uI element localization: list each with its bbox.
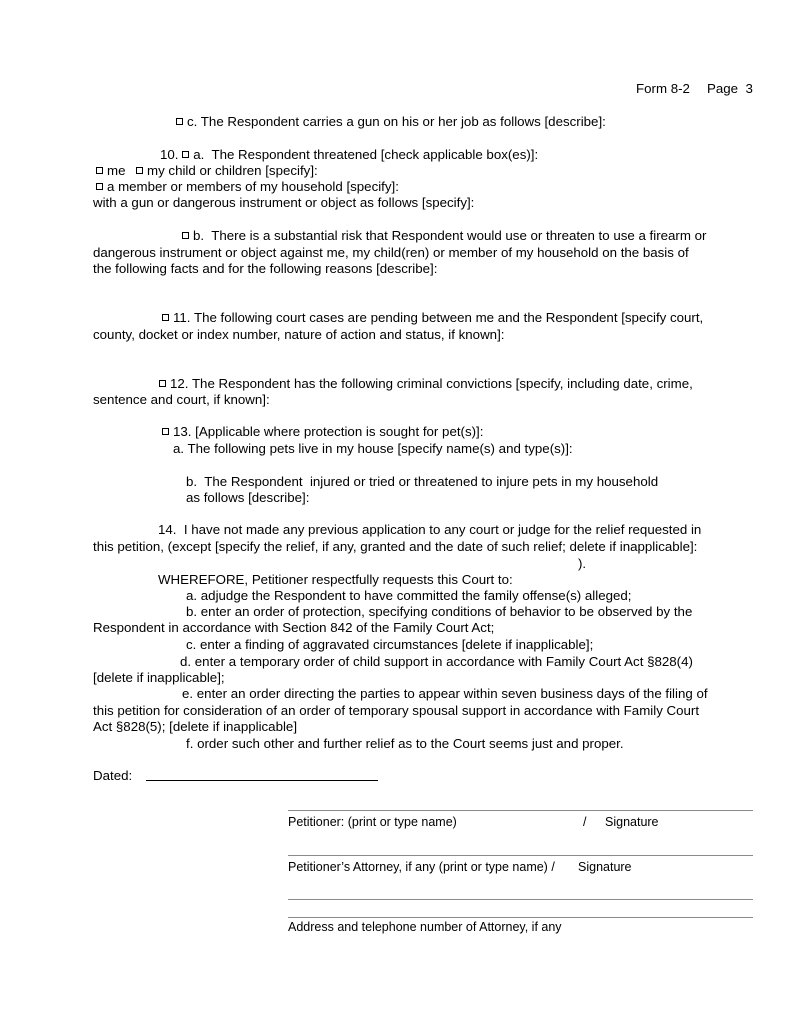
relief-e-line3: Act §828(5); [delete if inapplicable] bbox=[93, 719, 298, 734]
relief-b-line2: Respondent in accordance with Section 842 of the Family Court Act; bbox=[93, 620, 495, 635]
item9c-row bbox=[176, 113, 606, 130]
relief-b-line1: b. enter an order of protection, specifying conditions of behavior to be observed by the bbox=[186, 604, 693, 619]
item10-child-row bbox=[136, 162, 318, 179]
relief-e-line1: e. enter an order directing the parties to appear within seven business days of the filing of bbox=[182, 686, 708, 701]
item12-checkbox[interactable] bbox=[159, 380, 166, 387]
wherefore-intro: WHEREFORE, Petitioner respectfully requests this Court to: bbox=[158, 572, 513, 587]
item13-row bbox=[162, 423, 483, 440]
item10b-line3: the following facts and for the following reasons [describe]: bbox=[93, 261, 438, 276]
item9c-text: c. The Respondent carries a gun on his or her job as follows [describe]: bbox=[187, 114, 606, 129]
form-number: Form 8-2 bbox=[636, 81, 690, 96]
item11-line1: 11. The following court cases are pending between me and the Respondent [specify court, bbox=[173, 310, 704, 325]
relief-a: a. adjudge the Respondent to have committed the family offense(s) alleged; bbox=[186, 588, 632, 603]
petitioner-label: Petitioner: (print or type name) bbox=[288, 815, 457, 829]
relief-d-line2: [delete if inapplicable]; bbox=[93, 670, 225, 685]
petitioner-separator: / bbox=[583, 815, 587, 829]
dated-line[interactable] bbox=[146, 780, 378, 781]
item10a-row bbox=[160, 146, 538, 163]
petitioner-signature-line[interactable] bbox=[288, 810, 753, 811]
item10-with-gun: with a gun or dangerous instrument or object as follows [specify]: bbox=[93, 195, 475, 210]
item10b-checkbox[interactable] bbox=[182, 232, 189, 239]
item11-line2: county, docket or index number, nature of action and status, if known]: bbox=[93, 327, 505, 342]
item10a-text: a. The Respondent threatened [check applicable box(es)]: bbox=[193, 147, 539, 162]
item11-row bbox=[162, 309, 703, 326]
item10-number: 10. bbox=[160, 147, 179, 162]
item13a: a. The following pets live in my house [specify name(s) and type(s)]: bbox=[173, 441, 573, 456]
item10a-checkbox[interactable] bbox=[182, 151, 189, 158]
page-number: Page 3 bbox=[707, 81, 753, 96]
household-checkbox[interactable] bbox=[96, 183, 103, 190]
relief-f: f. order such other and further relief as to the Court seems just and proper. bbox=[186, 736, 624, 751]
item13b-line1: b. The Respondent injured or tried or threatened to injure pets in my household bbox=[186, 474, 659, 489]
item10-household-row bbox=[96, 178, 399, 195]
household-label: a member or members of my household [specify]: bbox=[107, 179, 399, 194]
relief-d-line1: d. enter a temporary order of child support in accordance with Family Court Act §828(4) bbox=[180, 654, 693, 669]
address-label: Address and telephone number of Attorney, if any bbox=[288, 920, 562, 934]
petitioner-signature-label: Signature bbox=[605, 815, 659, 829]
item11-checkbox[interactable] bbox=[162, 314, 169, 321]
attorney-label: Petitioner’s Attorney, if any (print or type name) / bbox=[288, 860, 555, 874]
item12-row bbox=[159, 375, 693, 392]
address-line-2[interactable] bbox=[288, 917, 753, 918]
item10-me-row bbox=[96, 162, 125, 179]
item9c-checkbox[interactable] bbox=[176, 118, 183, 125]
attorney-signature-label: Signature bbox=[578, 860, 632, 874]
me-label: me bbox=[107, 163, 126, 178]
me-checkbox[interactable] bbox=[96, 167, 103, 174]
item14-line1: 14. I have not made any previous application to any court or judge for the relief requested in bbox=[158, 522, 702, 537]
item10b-line1: b. There is a substantial risk that Respondent would use or threaten to use a firearm or bbox=[193, 228, 707, 243]
item10b-row bbox=[182, 227, 706, 244]
relief-c: c. enter a finding of aggravated circumstances [delete if inapplicable]; bbox=[186, 637, 594, 652]
dated-label: Dated: bbox=[93, 768, 133, 783]
item13-line1: 13. [Applicable where protection is sought for pet(s)]: bbox=[173, 424, 484, 439]
attorney-signature-line[interactable] bbox=[288, 855, 753, 856]
address-line-1[interactable] bbox=[288, 899, 753, 900]
item14-line3: ). bbox=[578, 556, 587, 571]
relief-e-line2: this petition for consideration of an order of temporary spousal support in accordance with Family Court bbox=[93, 703, 700, 718]
child-label: my child or children [specify]: bbox=[147, 163, 318, 178]
item13-checkbox[interactable] bbox=[162, 428, 169, 435]
item13b-line2: as follows [describe]: bbox=[186, 490, 310, 505]
item10b-line2: dangerous instrument or object against me, my child(ren) or member of my household on the basis of bbox=[93, 245, 689, 260]
item12-line1: 12. The Respondent has the following criminal convictions [specify, including date, crime, bbox=[170, 376, 693, 391]
item12-line2: sentence and court, if known]: bbox=[93, 392, 270, 407]
item14-line2: this petition, (except [specify the relief, if any, granted and the date of such relief; delete if inapplicable]: bbox=[93, 539, 698, 554]
child-checkbox[interactable] bbox=[136, 167, 143, 174]
